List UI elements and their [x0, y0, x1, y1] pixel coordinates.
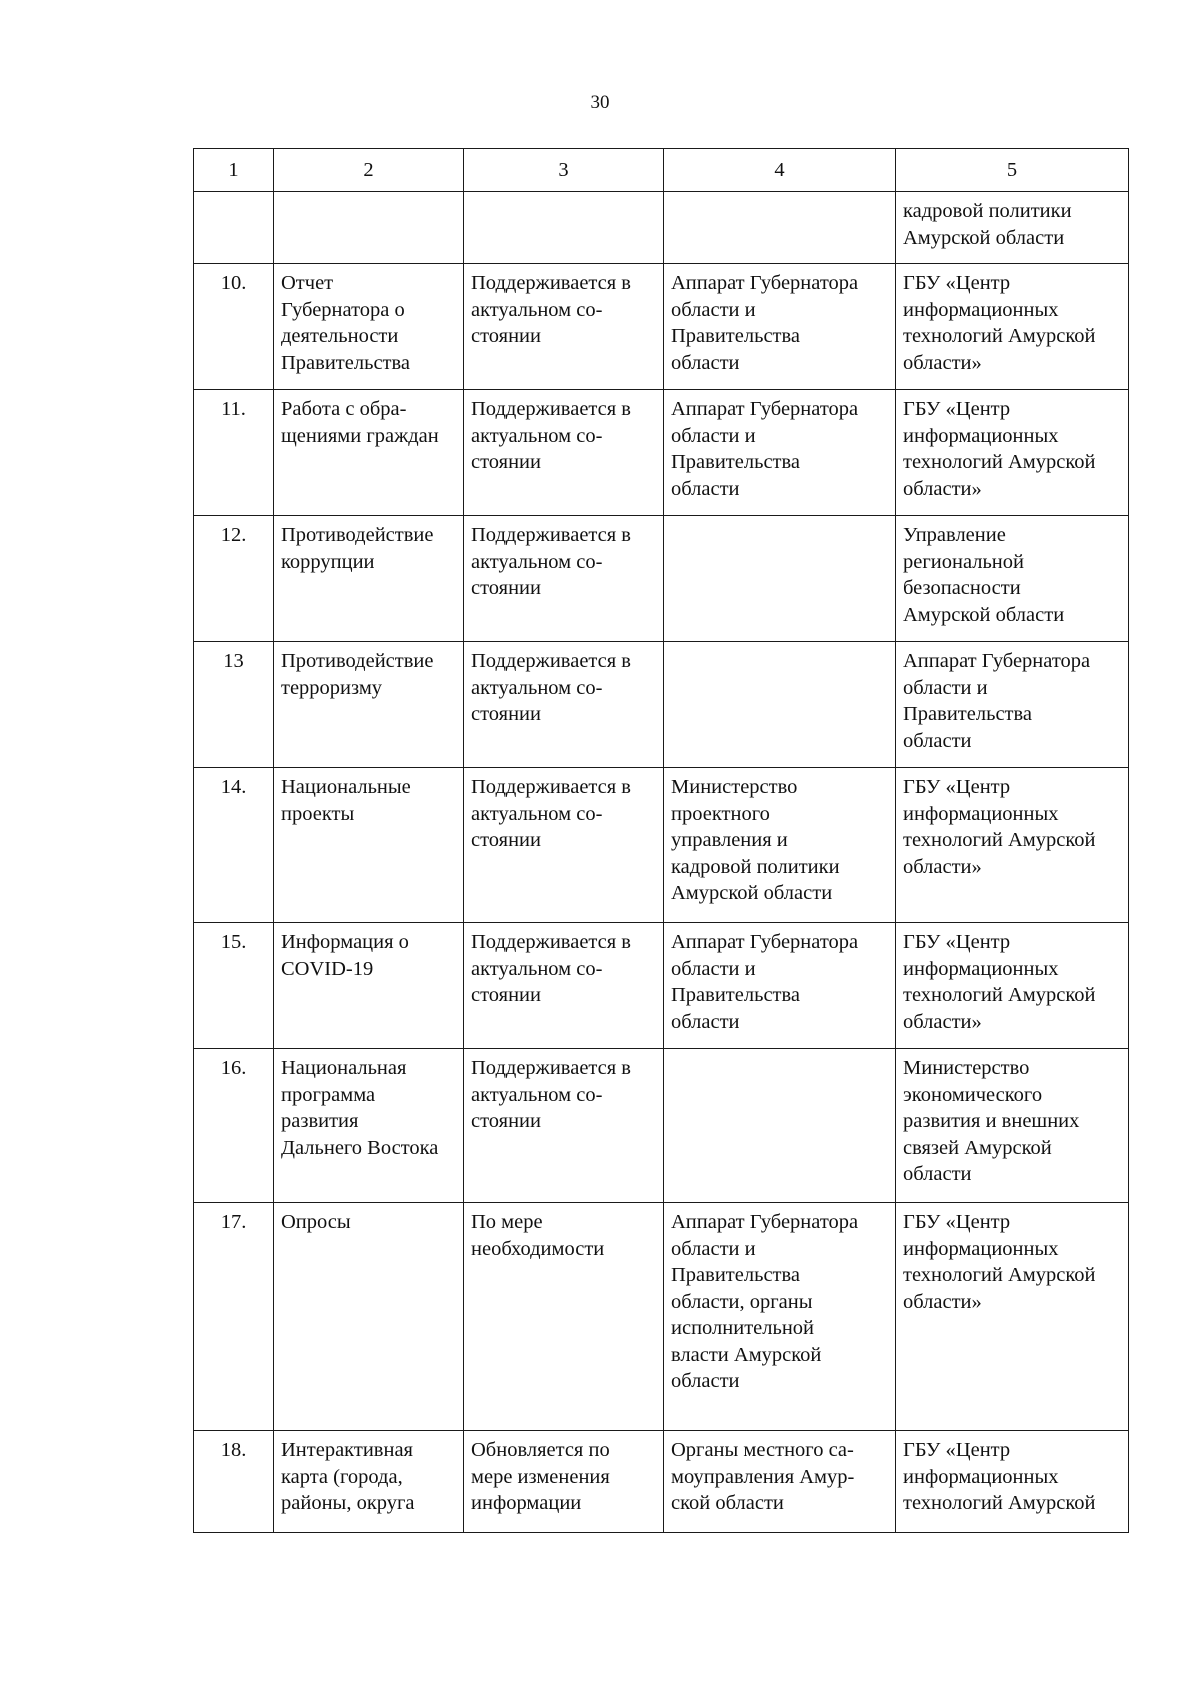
responsible-org: ГБУ «Центр информационных технологий Амурской области»: [896, 1203, 1129, 1431]
row-number: 15.: [194, 923, 274, 1049]
table-row: [194, 264, 1129, 390]
page-number: 30: [590, 92, 610, 113]
table-row: [194, 1431, 1129, 1533]
responsible-org: ГБУ «Центр информационных технологий Амурской области»: [896, 264, 1129, 390]
section-name: Опросы: [274, 1203, 464, 1431]
row-number: 13: [194, 642, 274, 768]
content-provider: [664, 1049, 896, 1203]
update-status: Поддерживается в актуальном со- стоянии: [464, 264, 664, 390]
header-col-1: 1: [194, 149, 274, 192]
content-provider: Органы местного са- моуправления Амур- ской области: [664, 1431, 896, 1533]
update-status: Поддерживается в актуальном со- стоянии: [464, 642, 664, 768]
update-status: Поддерживается в актуальном со- стоянии: [464, 768, 664, 923]
section-name: Информация о COVID-19: [274, 923, 464, 1049]
update-status: Поддерживается в актуальном со- стоянии: [464, 516, 664, 642]
content-provider: [664, 642, 896, 768]
row-number: [194, 192, 274, 264]
header-col-4: 4: [664, 149, 896, 192]
table-row: [194, 1049, 1129, 1203]
update-status: По мере необходимости: [464, 1203, 664, 1431]
table-row: [194, 516, 1129, 642]
content-provider: Аппарат Губернатора области и Правительства области: [664, 264, 896, 390]
section-name: Противодействие терроризму: [274, 642, 464, 768]
row-number: 12.: [194, 516, 274, 642]
responsible-org: кадровой политики Амурской области: [896, 192, 1129, 264]
header-row: [194, 149, 1129, 192]
row-number: 17.: [194, 1203, 274, 1431]
content-provider: Аппарат Губернатора области и Правительства области: [664, 390, 896, 516]
resources-table: [193, 148, 1129, 1533]
header-col-2: 2: [274, 149, 464, 192]
table-row: [194, 768, 1129, 923]
section-name: Интерактивная карта (города, районы, округа: [274, 1431, 464, 1533]
row-number: 16.: [194, 1049, 274, 1203]
update-status: Поддерживается в актуальном со- стоянии: [464, 923, 664, 1049]
update-status: Поддерживается в актуальном со- стоянии: [464, 390, 664, 516]
section-name: Работа с обра- щениями граждан: [274, 390, 464, 516]
responsible-org: ГБУ «Центр информационных технологий Амурской области»: [896, 390, 1129, 516]
update-status: Поддерживается в актуальном со- стоянии: [464, 1049, 664, 1203]
table-row: [194, 642, 1129, 768]
responsible-org: ГБУ «Центр информационных технологий Амурской области»: [896, 768, 1129, 923]
responsible-org: Министерство экономического развития и внешних связей Амурской области: [896, 1049, 1129, 1203]
responsible-org: ГБУ «Центр информационных технологий Амурской области»: [896, 923, 1129, 1049]
responsible-org: Управление региональной безопасности Амурской области: [896, 516, 1129, 642]
row-number: 18.: [194, 1431, 274, 1533]
row-number: 11.: [194, 390, 274, 516]
update-status: Обновляется по мере изменения информации: [464, 1431, 664, 1533]
content-provider: Министерство проектного управления и кадровой политики Амурской области: [664, 768, 896, 923]
section-name: Противодействие коррупции: [274, 516, 464, 642]
row-number: 10.: [194, 264, 274, 390]
content-provider: [664, 192, 896, 264]
section-name: Отчет Губернатора о деятельности Правительства: [274, 264, 464, 390]
header-col-3: 3: [464, 149, 664, 192]
responsible-org: Аппарат Губернатора области и Правительства области: [896, 642, 1129, 768]
section-name: Национальная программа развития Дальнего Востока: [274, 1049, 464, 1203]
content-provider: Аппарат Губернатора области и Правительства области: [664, 923, 896, 1049]
content-provider: Аппарат Губернатора области и Правительства области, органы исполнительной власти Амурской области: [664, 1203, 896, 1431]
content-provider: [664, 516, 896, 642]
section-name: [274, 192, 464, 264]
update-status: [464, 192, 664, 264]
header-col-5: 5: [896, 149, 1129, 192]
continuation-row: [194, 192, 1129, 264]
responsible-org: ГБУ «Центр информационных технологий Амурской: [896, 1431, 1129, 1533]
table-row: [194, 923, 1129, 1049]
table-row: [194, 390, 1129, 516]
section-name: Национальные проекты: [274, 768, 464, 923]
table-row: [194, 1203, 1129, 1431]
row-number: 14.: [194, 768, 274, 923]
